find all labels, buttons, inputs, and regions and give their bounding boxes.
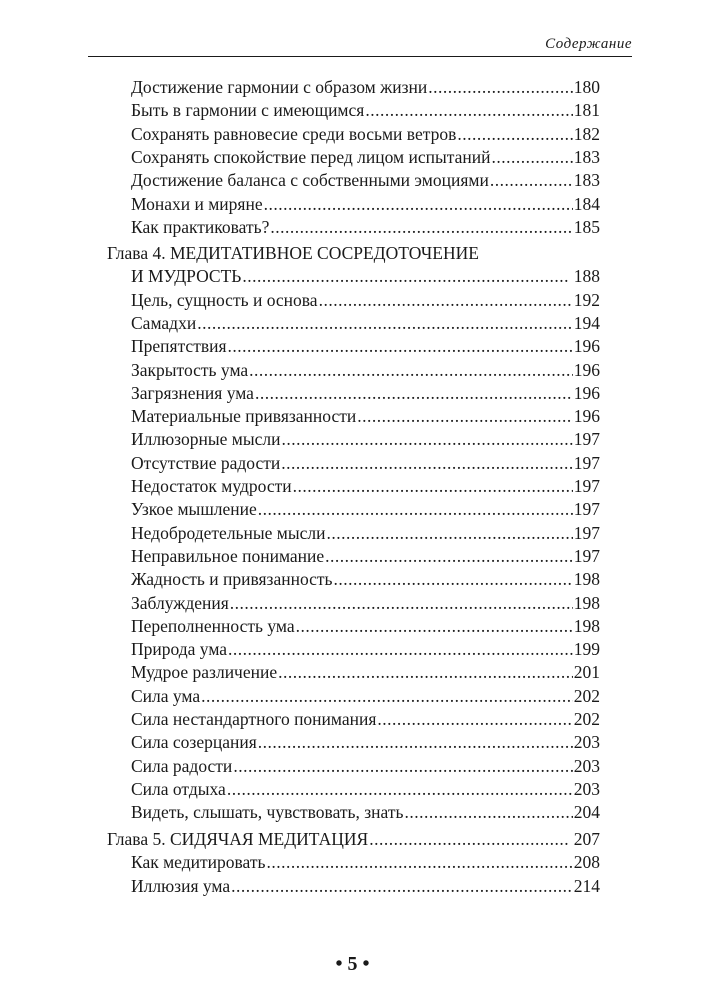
- toc-entry-page: 194: [573, 312, 600, 333]
- dot-leader: [377, 708, 572, 730]
- toc-entry-title: Сила отдыха: [131, 778, 226, 799]
- toc-entry[interactable]: [131, 801, 600, 823]
- dot-leader: [255, 382, 573, 404]
- toc-entry-title: Сила нестандартного понимания: [131, 709, 377, 729]
- dot-leader: [278, 661, 573, 683]
- toc-entry-title: Цель, сущность и основа: [131, 289, 318, 310]
- dot-leader: [428, 76, 573, 98]
- dot-leader: [404, 801, 572, 823]
- toc-entry[interactable]: [131, 685, 600, 707]
- dot-leader: [281, 452, 573, 474]
- toc-entry-title: Монахи и миряне: [131, 193, 263, 214]
- dot-leader: [249, 359, 573, 381]
- dot-leader: [264, 193, 573, 215]
- toc-entry-title: Мудрое различение: [131, 662, 278, 683]
- toc-entry-page: 214: [573, 875, 600, 896]
- toc-entry-title: Переполненность ума: [131, 615, 295, 636]
- toc-entry-title: Загрязнения ума: [131, 382, 254, 403]
- dot-leader: [266, 851, 572, 873]
- dot-leader: [357, 405, 573, 427]
- toc-entry-page: 183: [573, 146, 600, 167]
- chapter-5-entry[interactable]: [107, 828, 600, 850]
- toc-entry[interactable]: [131, 312, 600, 334]
- toc-entry-page: 197: [573, 429, 600, 450]
- toc-entry[interactable]: [131, 452, 600, 474]
- toc-entry-title: Сила созерцания: [131, 732, 257, 753]
- toc-entry-title: Иллюзия ума: [131, 875, 231, 896]
- dot-leader: [491, 146, 572, 168]
- dot-leader: [327, 522, 573, 544]
- toc-entry[interactable]: [131, 731, 600, 753]
- toc-entry-page: 196: [573, 336, 600, 357]
- toc-entry-page: 192: [573, 289, 600, 310]
- toc-entry[interactable]: [131, 382, 600, 404]
- dot-leader: [296, 615, 573, 637]
- toc-entry-title: Узкое мышление: [131, 499, 257, 520]
- toc-entry-page: 203: [573, 778, 600, 799]
- toc-entry-title: Иллюзорные мысли: [131, 429, 281, 450]
- toc-entry-title: Достижение баланса с собственными эмоциями: [131, 170, 489, 191]
- toc-entry-page: 198: [573, 615, 600, 636]
- toc-entry[interactable]: [131, 335, 600, 357]
- toc-entry-title: Видеть, слышать, чувствовать, знать: [131, 802, 404, 823]
- toc-entry-page: 199: [573, 639, 600, 660]
- toc-entry[interactable]: [131, 428, 600, 450]
- toc-entry-page: 188: [573, 266, 600, 287]
- toc-entry-title: Препятствия: [131, 336, 227, 357]
- toc-entry-page: 198: [573, 569, 600, 590]
- dot-leader: [197, 312, 573, 334]
- toc-entry-title: Жадность и привязанность: [131, 569, 333, 590]
- toc-entry-page: 196: [573, 359, 600, 380]
- dot-leader: [227, 778, 573, 800]
- toc-entry[interactable]: [131, 169, 600, 191]
- dot-leader: [231, 875, 573, 897]
- toc-entry-page: 197: [573, 452, 600, 473]
- toc-entry-title: Сохранять спокойствие перед лицом испытаний: [131, 146, 491, 167]
- toc-entry[interactable]: [131, 193, 600, 215]
- toc-entry-page: 196: [573, 382, 600, 403]
- toc-entry[interactable]: [131, 875, 600, 897]
- toc-entry-title: Заблуждения: [131, 592, 229, 613]
- toc-entry[interactable]: [131, 123, 600, 145]
- toc-entry[interactable]: [131, 76, 600, 98]
- toc-entry-page: 183: [573, 170, 600, 191]
- dot-leader: [242, 265, 568, 287]
- running-header: Содержание: [545, 36, 632, 52]
- dot-leader: [369, 828, 569, 850]
- toc-entry-page: 185: [573, 216, 600, 237]
- dot-leader: [334, 568, 573, 590]
- toc-entry[interactable]: [131, 289, 600, 311]
- chapter-4-heading[interactable]: Глава 4. МЕДИТАТИВНОЕ СОСРЕДОТОЧЕНИЕ: [107, 243, 479, 263]
- toc-entry[interactable]: [131, 755, 600, 777]
- toc-entry-title: Самадхи: [131, 312, 197, 333]
- toc-entry[interactable]: [131, 146, 600, 168]
- toc-entry-page: 204: [573, 802, 600, 823]
- toc-entry[interactable]: [131, 359, 600, 381]
- header-rule: [88, 56, 632, 57]
- dot-leader: [365, 99, 572, 121]
- toc-entry-title: Материальные привязанности: [131, 406, 357, 427]
- chapter-4-entry[interactable]: [131, 265, 600, 287]
- toc-entry-page: 207: [573, 829, 600, 849]
- dot-leader: [258, 498, 573, 520]
- toc-entry-title: Как практиковать?: [131, 216, 270, 237]
- toc-entry-title: Глава 5. СИДЯЧАЯ МЕДИТАЦИЯ: [107, 829, 369, 849]
- toc-entry[interactable]: [131, 475, 600, 497]
- toc-entry[interactable]: [131, 568, 600, 590]
- dot-leader: [201, 685, 573, 707]
- toc-entry[interactable]: [131, 592, 600, 614]
- toc-entry[interactable]: [131, 99, 600, 121]
- toc-entry-page: 203: [573, 732, 600, 753]
- toc-entry[interactable]: [131, 498, 600, 520]
- dot-leader: [228, 638, 573, 660]
- toc-entry-title: Сила радости: [131, 755, 233, 776]
- toc-entry[interactable]: [131, 778, 600, 800]
- toc-entry-title: Отсутствие радости: [131, 452, 281, 473]
- toc-entry-page: 197: [573, 499, 600, 520]
- toc-entry[interactable]: [131, 216, 600, 238]
- toc-entry-title: И МУДРОСТЬ: [131, 266, 242, 287]
- toc-entry[interactable]: [131, 851, 600, 873]
- toc-entry[interactable]: [131, 522, 600, 544]
- toc-entry-title: Сохранять равновесие среди восьми ветров: [131, 123, 457, 144]
- dot-leader: [233, 755, 572, 777]
- dot-leader: [258, 731, 573, 753]
- page-number: • 5 •: [335, 953, 370, 975]
- toc-entry-page: 203: [573, 755, 600, 776]
- toc-entry[interactable]: [131, 405, 600, 427]
- toc-entry-page: 208: [573, 852, 600, 873]
- toc-entry-page: 202: [573, 709, 600, 729]
- toc-entry-page: 197: [573, 476, 600, 496]
- dot-leader: [490, 169, 573, 191]
- toc-entry-page: 197: [573, 545, 600, 566]
- dot-leader: [270, 216, 572, 238]
- toc-entry-page: 198: [573, 592, 600, 613]
- toc-entry-page: 197: [573, 522, 600, 543]
- toc-entry-page: 180: [573, 77, 600, 97]
- toc-entry-title: Сила ума: [131, 685, 201, 706]
- toc-entry-title: Закрытость ума: [131, 359, 249, 380]
- toc-entry[interactable]: [131, 661, 600, 683]
- dot-leader: [228, 335, 573, 357]
- dot-leader: [325, 545, 573, 567]
- toc-entry-title: Недобродетельные мысли: [131, 522, 326, 543]
- toc-entry-page: 181: [573, 100, 600, 121]
- dot-leader: [457, 123, 572, 145]
- toc-entry[interactable]: [131, 545, 600, 567]
- toc-entry-page: 202: [573, 685, 600, 706]
- toc-entry-title: Как медитировать: [131, 852, 266, 873]
- toc-entry[interactable]: [131, 708, 600, 730]
- dot-leader: [281, 428, 572, 450]
- toc-entry-page: 184: [573, 193, 600, 214]
- toc-entry-title: Неправильное понимание: [131, 545, 325, 566]
- toc-entry-title: Быть в гармонии с имеющимся: [131, 100, 365, 121]
- toc-entry-title: Недостаток мудрости: [131, 476, 292, 496]
- dot-leader: [319, 289, 573, 311]
- toc-entry[interactable]: [131, 638, 600, 660]
- toc-entry-page: 196: [573, 406, 600, 427]
- toc-entry-page: 201: [573, 662, 600, 683]
- dot-leader: [293, 475, 573, 497]
- toc-entry-page: 182: [573, 123, 600, 144]
- toc-entry[interactable]: [131, 615, 600, 637]
- dot-leader: [230, 592, 573, 614]
- toc-entry-title: Природа ума: [131, 639, 228, 660]
- toc-entry-title: Достижение гармонии с образом жизни: [131, 77, 428, 97]
